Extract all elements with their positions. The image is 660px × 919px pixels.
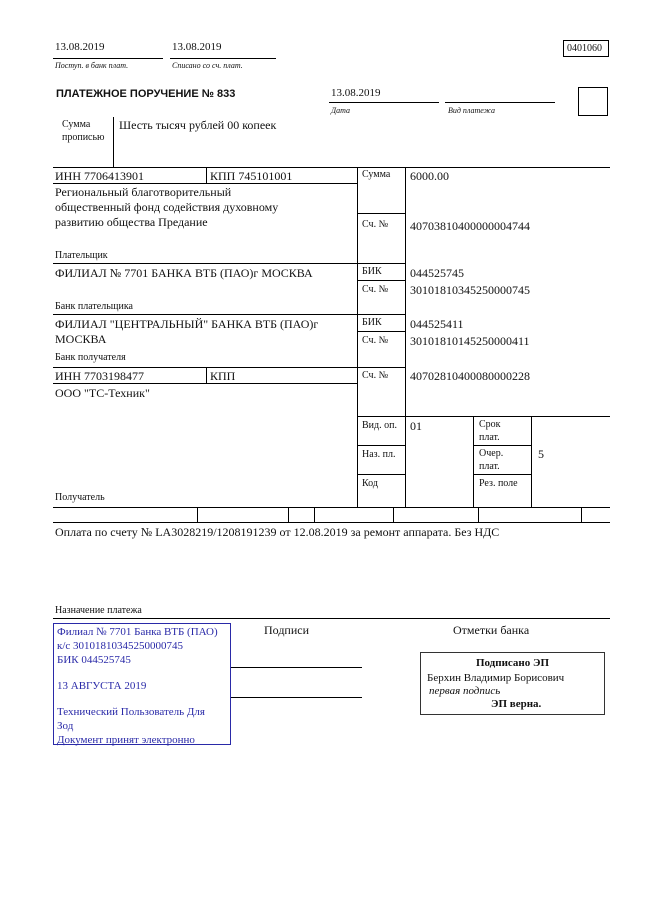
ocher-label-1: Очер. xyxy=(479,448,504,459)
payee-acc: 40702810400080000228 xyxy=(410,369,530,383)
form-code-box xyxy=(563,40,609,57)
e-signature-kind: первая подпись xyxy=(429,685,501,697)
divider xyxy=(357,213,405,214)
document-title: ПЛАТЕЖНОЕ ПОРУЧЕНИЕ № 833 xyxy=(56,88,236,100)
payee-bank-label: Банк получателя xyxy=(55,352,126,363)
amount-label: Сумма xyxy=(362,169,391,180)
payer-name-3: развитию общества Предание xyxy=(55,215,208,229)
stamp-date: 13 АВГУСТА 2019 xyxy=(57,680,147,692)
stamp-user-2: Зод xyxy=(57,720,74,732)
divider xyxy=(357,331,405,332)
ocher-label-2: плат. xyxy=(479,461,500,472)
amount-words-value: Шесть тысяч рублей 00 копеек xyxy=(119,118,277,132)
received-date: 13.08.2019 xyxy=(55,41,105,53)
divider xyxy=(53,367,405,368)
divider xyxy=(581,507,582,522)
divider xyxy=(206,167,207,183)
divider xyxy=(393,507,394,522)
payer-bank-acc-label: Сч. № xyxy=(362,284,389,295)
payee-inn: ИНН 7703198477 xyxy=(55,369,144,383)
stamp-line-2: к/с 30101810345250000745 xyxy=(57,640,184,652)
payee-bank-name-2: МОСКВА xyxy=(55,332,107,346)
payer-account-label: Сч. № xyxy=(362,219,389,230)
stamp-spacer xyxy=(57,667,227,679)
rez-label: Рез. поле xyxy=(479,478,518,489)
divider xyxy=(473,445,531,446)
payment-type-label: Вид платежа xyxy=(448,106,495,115)
divider xyxy=(473,474,531,475)
stamp-line-1: Филиал № 7701 Банка ВТБ (ПАО) xyxy=(57,626,218,638)
divider xyxy=(314,507,315,522)
payee-bank-name-1: ФИЛИАЛ "ЦЕНТРАЛЬНЫЙ" БАНКА ВТБ (ПАО)г xyxy=(55,317,319,331)
stamp-line-3: БИК 044525745 xyxy=(57,654,131,666)
vid-op-label: Вид. оп. xyxy=(362,420,397,431)
payer-kpp: КПП 745101001 xyxy=(210,169,293,183)
date-label: Дата xyxy=(331,106,350,115)
divider xyxy=(53,314,405,315)
divider xyxy=(53,522,610,523)
kod-label: Код xyxy=(362,478,378,489)
payee-bank-acc-label: Сч. № xyxy=(362,335,389,346)
divider xyxy=(288,507,289,522)
order-date: 13.08.2019 xyxy=(331,87,381,99)
payment-status-box xyxy=(578,87,608,116)
srok-label-2: плат. xyxy=(479,432,500,443)
e-signature-title: Подписано ЭП xyxy=(475,657,550,669)
e-signature-signer: Берхин Владимир Борисович xyxy=(427,672,565,684)
payee-kpp: КПП xyxy=(210,369,236,383)
stamp-user-1: Технический Пользователь Для xyxy=(57,706,205,718)
divider xyxy=(197,507,198,522)
payer-name-1: Региональный благотворительный xyxy=(55,185,232,199)
divider xyxy=(329,102,439,103)
payer-account-value: 40703810400000004744 xyxy=(410,219,530,233)
stamp-accepted: Документ принят электронно xyxy=(57,734,195,746)
divider xyxy=(170,58,276,59)
amount-words-label-2: прописью xyxy=(62,132,105,143)
payee-name: ООО "ТС-Техник" xyxy=(55,386,150,400)
e-signature-verified: ЭП верна. xyxy=(491,698,542,710)
debited-label: Списано со сч. плат. xyxy=(172,61,243,70)
divider xyxy=(53,58,163,59)
divider xyxy=(357,280,405,281)
signature-line-2 xyxy=(231,697,362,698)
payment-purpose-text: Оплата по счету № LA3028219/1208191239 от 12.08.2019 за ремонт аппарата. Без НДС xyxy=(55,525,500,539)
payer-bank-name: ФИЛИАЛ № 7701 БАНКА ВТБ (ПАО)г МОСКВА xyxy=(55,266,313,280)
divider xyxy=(53,263,405,264)
payer-bank-bik-label: БИК xyxy=(362,266,382,277)
divider xyxy=(478,507,479,522)
payer-label: Плательщик xyxy=(55,250,108,261)
bank-marks-label: Отметки банка xyxy=(453,623,530,637)
divider xyxy=(405,167,406,507)
ocher-value: 5 xyxy=(538,447,544,461)
vid-op-value: 01 xyxy=(410,419,422,433)
payee-label: Получатель xyxy=(55,492,105,503)
payee-acc-label: Сч. № xyxy=(362,370,389,381)
divider xyxy=(357,445,405,446)
payer-inn: ИНН 7706413901 xyxy=(55,169,144,183)
payer-bank-acc: 30101810345250000745 xyxy=(410,283,530,297)
e-signature-box xyxy=(420,652,605,715)
payee-bank-acc: 30101810145250000411 xyxy=(410,334,530,348)
signatures-label: Подписи xyxy=(264,623,310,637)
divider xyxy=(113,117,114,167)
divider xyxy=(206,367,207,383)
divider xyxy=(357,474,405,475)
debited-date: 13.08.2019 xyxy=(172,41,222,53)
form-code: 0401060 xyxy=(567,43,602,54)
payer-bank-label: Банк плательщика xyxy=(55,301,133,312)
payer-name-2: общественный фонд содействия духовному xyxy=(55,200,279,214)
amount-value: 6000.00 xyxy=(410,169,449,183)
divider xyxy=(53,167,610,168)
stamp-spacer xyxy=(57,693,227,705)
divider xyxy=(531,416,532,507)
srok-label-1: Срок xyxy=(479,419,501,430)
bank-stamp xyxy=(53,623,231,745)
divider xyxy=(53,618,610,619)
amount-words-label-1: Сумма xyxy=(62,119,91,130)
naz-pl-label: Наз. пл. xyxy=(362,449,396,460)
divider xyxy=(445,102,555,103)
payment-purpose-label: Назначение платежа xyxy=(55,605,142,616)
payer-bank-bik: 044525745 xyxy=(410,266,464,280)
divider xyxy=(357,416,610,417)
payee-bank-bik-label: БИК xyxy=(362,317,382,328)
signature-line-1 xyxy=(231,667,362,668)
divider xyxy=(473,416,474,507)
divider xyxy=(53,507,610,508)
received-label: Поступ. в банк плат. xyxy=(55,61,129,70)
payee-bank-bik: 044525411 xyxy=(410,317,464,331)
divider xyxy=(357,167,358,507)
